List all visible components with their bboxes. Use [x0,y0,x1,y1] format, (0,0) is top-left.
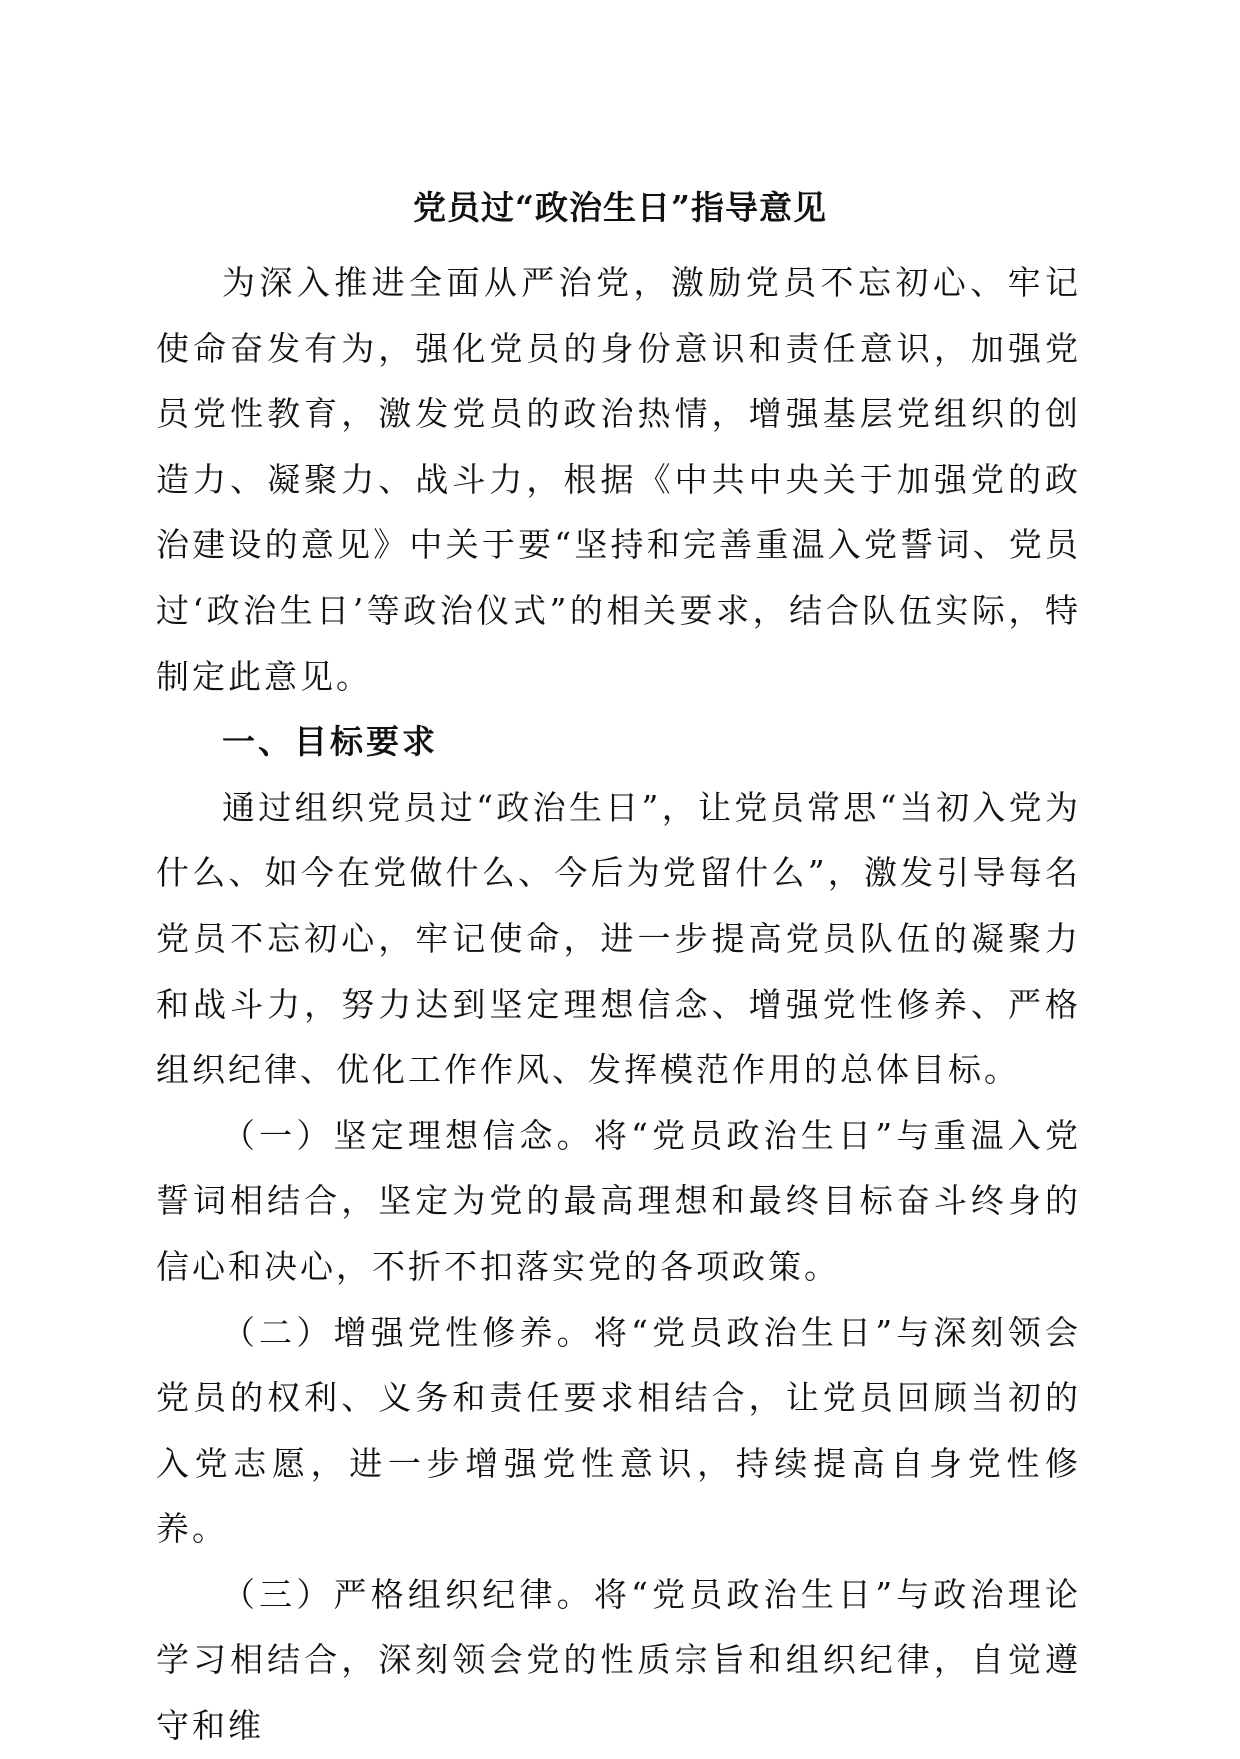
item-paragraph-2: （二）增强党性修养。将“党员政治生日”与深刻领会党员的权利、义务和责任要求相结合，让党员回顾当初的入党志愿，进一步增强党性意识，持续提高自身党性修养。 [156,1312,1081,1549]
item-paragraph-3: （三）严格组织纪律。将“党员政治生日”与政治理论学习相结合，深刻领会党的性质宗旨和组织纪律，自觉遵守和维 [156,1574,1081,1746]
intro-paragraph: 为深入推进全面从严治党，激励党员不忘初心、牢记使命奋发有为，强化党员的身份意识和责任意识，加强党员党性教育，激发党员的政治热情，增强基层党组织的创造力、凝聚力、战斗力，根据《中共中央关于加强党的政治建设的意见》中关于要“坚持和完善重温入党誓词、党员过‘政治生日’等政治仪式”的相关要求，结合队伍实际，特制定此意见。 [156,263,1081,696]
document-body [156,250,1081,1759]
goals-paragraph: 通过组织党员过“政治生日”，让党员常思“当初入党为什么、如今在党做什么、今后为党留什么”，激发引导每名党员不忘初心，牢记使命，进一步提高党员队伍的凝聚力和战斗力，努力达到坚定理想信念、增强党性修养、严格组织纪律、优化工作作风、发挥模范作用的总体目标。 [156,787,1081,1090]
item-paragraph-1: （一）坚定理想信念。将“党员政治生日”与重温入党誓词相结合，坚定为党的最高理想和最终目标奋斗终身的信心和决心，不折不扣落实党的各项政策。 [156,1115,1081,1286]
document-title: 党员过“政治生日”指导意见 [413,188,827,227]
section-heading-goals: 一、目标要求 [222,722,438,762]
